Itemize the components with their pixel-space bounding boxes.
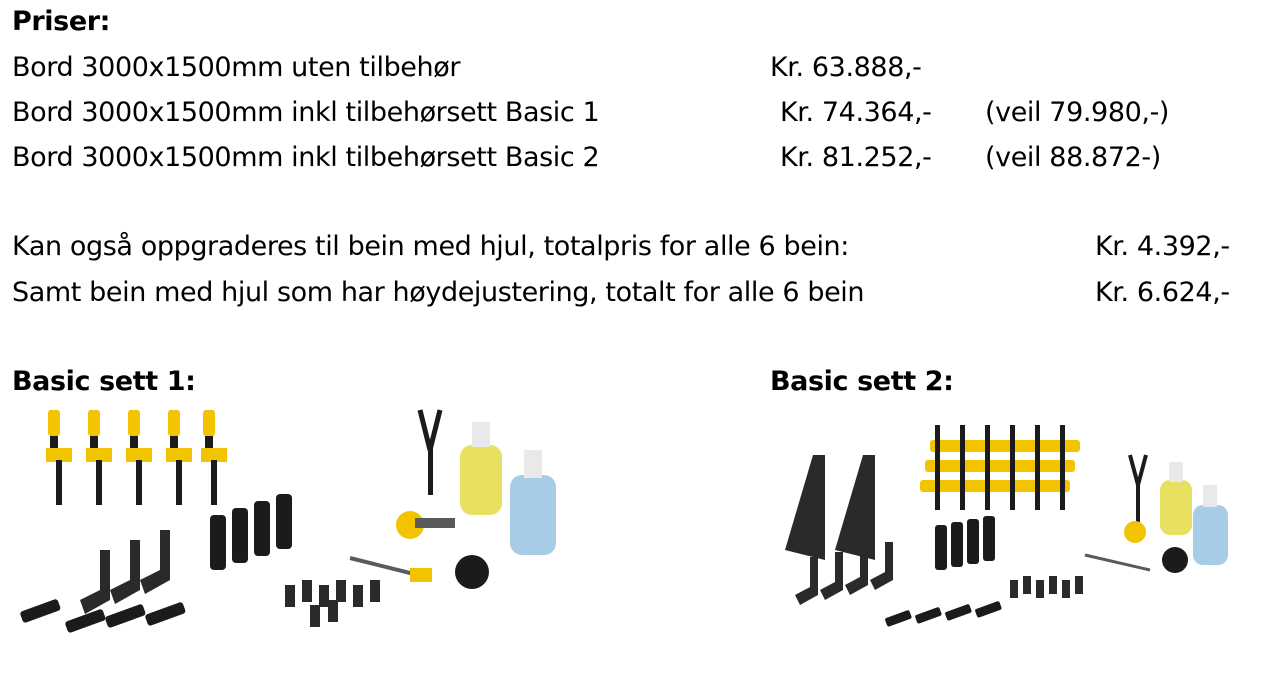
prices-heading: Priser: <box>12 6 111 37</box>
stops-icon <box>935 516 995 570</box>
upgrade-row-price: Kr. 4.392,- <box>1095 231 1230 262</box>
stops-icon <box>210 494 292 570</box>
clamps-icon <box>920 440 1080 492</box>
bolts-icon <box>1010 576 1083 598</box>
price-row-price: Kr. 63.888,- <box>770 52 922 83</box>
basic-set-2-title: Basic sett 2: <box>770 366 954 397</box>
upgrade-row-price: Kr. 6.624,- <box>1095 277 1230 308</box>
price-row-price: Kr. 74.364,- <box>780 97 932 128</box>
basic-set-1-title: Basic sett 1: <box>12 366 196 397</box>
price-row-label: Bord 3000x1500mm uten tilbehør <box>12 52 461 83</box>
price-row-list-price: (veil 88.872-) <box>985 142 1161 173</box>
square-brackets-icon <box>785 455 875 560</box>
upgrade-row-label: Kan også oppgraderes til bein med hjul, totalpris for alle 6 bein: <box>12 231 849 262</box>
price-row-label: Bord 3000x1500mm inkl tilbehørsett Basic 2 <box>12 142 600 173</box>
pads-icon <box>885 601 1003 627</box>
upgrade-row-label: Samt bein med hjul som har høydejustering, totalt for alle 6 bein <box>12 277 865 308</box>
bolts-icon <box>285 580 380 627</box>
price-row-label: Bord 3000x1500mm inkl tilbehørsett Basic 1 <box>12 97 600 128</box>
basic-set-1-image <box>10 400 570 640</box>
price-row-list-price: (veil 79.980,-) <box>985 97 1170 128</box>
basic-set-2-image <box>775 420 1235 635</box>
price-row-price: Kr. 81.252,- <box>780 142 932 173</box>
bottles-icon <box>460 422 556 555</box>
angle-brackets-icon <box>80 530 170 614</box>
clamps-icon <box>46 410 227 505</box>
